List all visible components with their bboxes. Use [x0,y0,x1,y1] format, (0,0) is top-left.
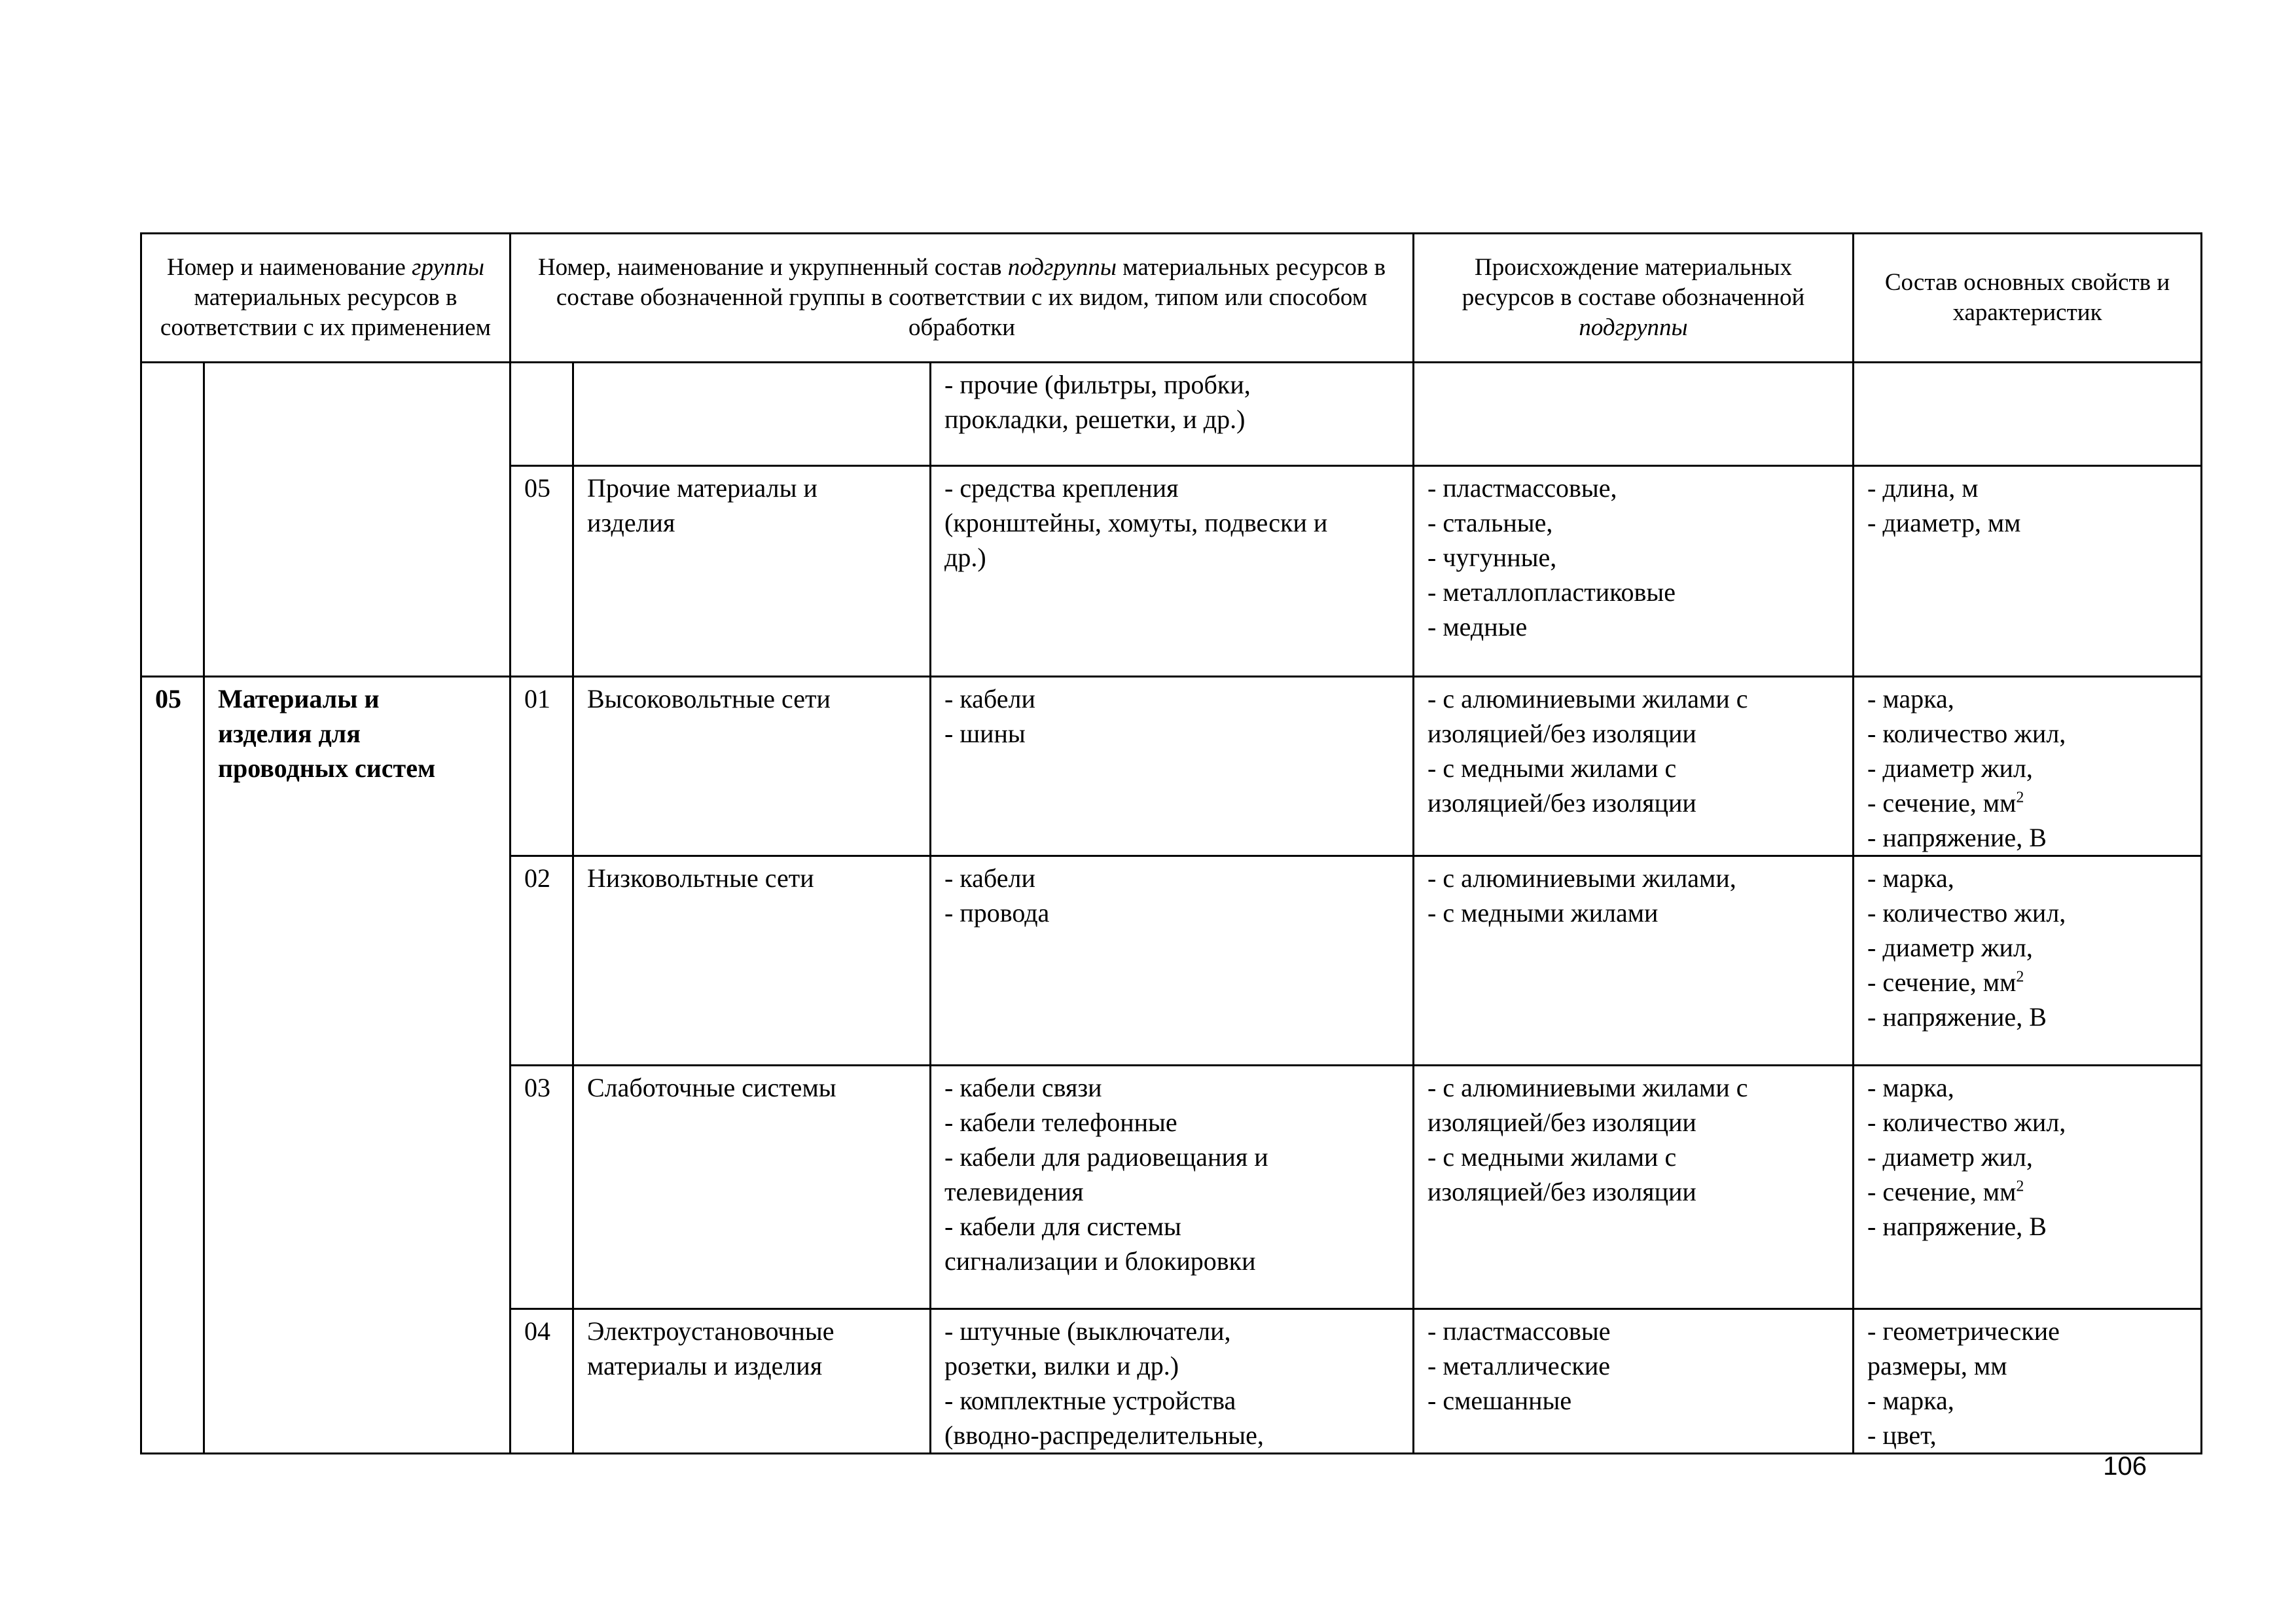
table-row [141,363,2202,466]
properties-cell [1854,677,2202,856]
header-properties-column: Состав основных свойств и характеристик [1854,234,2202,363]
subgroup-composition-cell: - средства крепления (кронштейны, хомуты, подвески и др.) [931,466,1414,677]
subgroup-number-cell [511,363,573,466]
origin-cell: - с алюминиевыми жилами, - с медными жилами [1414,856,1854,1066]
header-subgroup-text: Номер, наименование и укрупненный состав [537,254,1008,281]
properties-cell [1854,1309,2202,1454]
superscript: 2 [2016,1178,2024,1195]
origin-cell [1414,363,1854,466]
properties-text: - марка, - количество жил, - диаметр жил, - сечение, мм [1867,1073,2066,1206]
group-number-cell [141,363,204,677]
header-origin-text: Происхождение материальных ресурсов в составе обозначенной [1462,254,1805,311]
subgroup-name-cell: Слаботочные системы [573,1066,931,1309]
header-group-italic: группы [412,254,484,281]
subgroup-number-cell: 04 [511,1309,573,1454]
subgroup-number-cell: 03 [511,1066,573,1309]
subgroup-composition-cell: - кабели связи - кабели телефонные - кабели для радиовещания и телевидения - кабели для системы сигнализации и блокировки [931,1066,1414,1309]
page-number: 106 [2103,1452,2147,1481]
header-origin-column [1414,234,1854,363]
header-group-text: Номер и наименование [167,254,412,281]
origin-cell: - пластмассовые, - стальные, - чугунные, - металлопластиковые - медные [1414,466,1854,677]
group-name-cell [204,363,511,677]
properties-cell [1854,856,2202,1066]
group-name-cell: Материалы и изделия для проводных систем [204,677,511,1454]
subgroup-composition-cell: - кабели - провода [931,856,1414,1066]
properties-text-tail: - напряжение, В [1867,1002,2047,1032]
properties-text: - марка, - количество жил, - диаметр жил, - сечение, мм [1867,684,2066,818]
subgroup-name-cell: Низковольтные сети [573,856,931,1066]
materials-table [140,232,2202,1454]
subgroup-name-cell [573,363,931,466]
properties-text: - марка, - количество жил, - диаметр жил, - сечение, мм [1867,863,2066,997]
origin-cell: - с алюминиевыми жилами с изоляцией/без изоляции - с медными жилами с изоляцией/без изоляции [1414,677,1854,856]
subgroup-number-cell: 05 [511,466,573,677]
subgroup-name-cell: Высоковольтные сети [573,677,931,856]
superscript: 2 [2016,789,2024,806]
header-group-column [141,234,511,363]
subgroup-number-cell: 02 [511,856,573,1066]
subgroup-number-cell: 01 [511,677,573,856]
properties-text-tail: - напряжение, В [1867,1212,2047,1241]
group-number-cell: 05 [141,677,204,1454]
properties-cell [1854,363,2202,466]
header-subgroup-italic: подгруппы [1007,254,1117,281]
subgroup-composition-cell: - кабели - шины [931,677,1414,856]
subgroup-name-cell: Прочие материалы и изделия [573,466,931,677]
properties-text: - геометрические размеры, мм - марка, - цвет, [1867,1316,2060,1450]
origin-cell: - с алюминиевыми жилами с изоляцией/без изоляции - с медными жилами с изоляцией/без изоляции [1414,1066,1854,1309]
header-subgroup-text-tail: материальных ресурсов в составе обозначенной группы в соответствии с их видом, типом или способом обработки [556,254,1386,341]
subgroup-name-cell: Электроустановочные материалы и изделия [573,1309,931,1454]
properties-cell [1854,1066,2202,1309]
header-row [141,234,2202,363]
subgroup-composition-cell: - штучные (выключатели, розетки, вилки и др.) - комплектные устройства (вводно-распределительные, [931,1309,1414,1454]
table-row [141,677,2202,856]
properties-cell: - длина, м - диаметр, мм [1854,466,2202,677]
header-origin-italic: подгруппы [1579,314,1688,341]
header-subgroup-column [511,234,1414,363]
superscript: 2 [2016,968,2024,986]
properties-text-tail: - напряжение, В [1867,823,2047,852]
header-group-text-tail: материальных ресурсов в соответствии с их применением [160,284,492,341]
subgroup-composition-cell: - прочие (фильтры, пробки, прокладки, решетки, и др.) [931,363,1414,466]
origin-cell: - пластмассовые - металлические - смешанные [1414,1309,1854,1454]
